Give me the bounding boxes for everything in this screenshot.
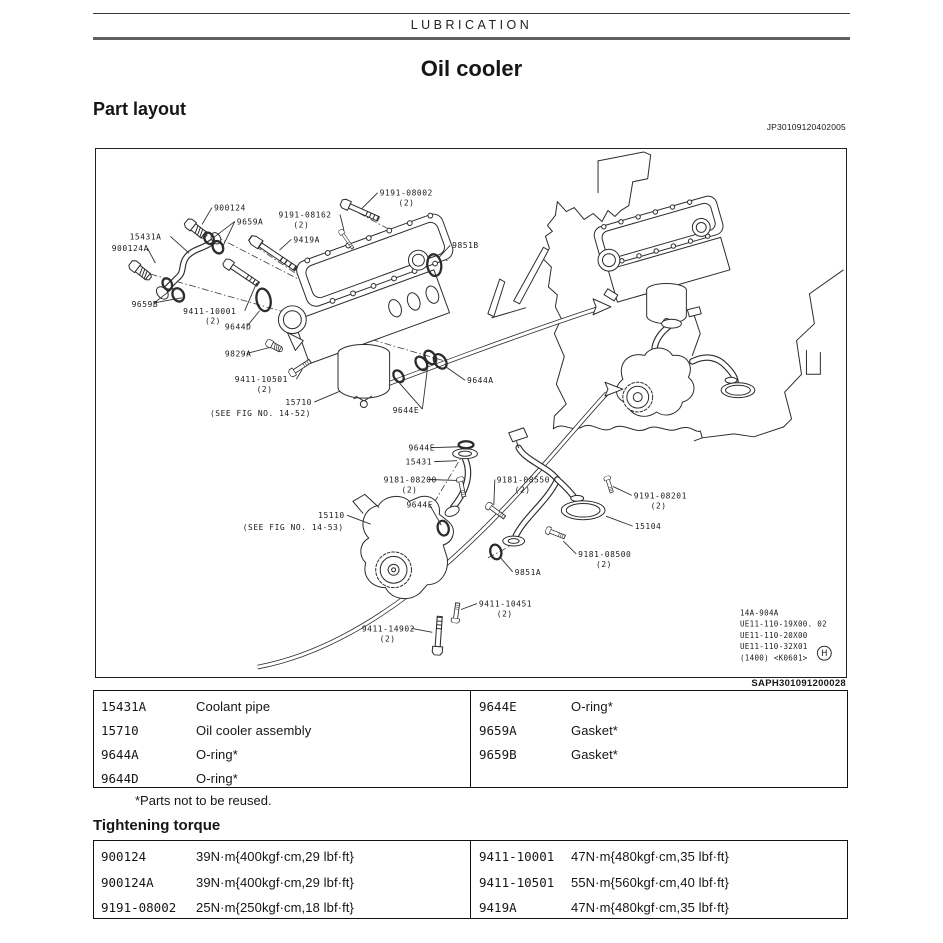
part-number: 9659B	[479, 746, 517, 762]
ref-line: UE11-110-32X01	[739, 642, 808, 652]
part-label: 9181-08550	[496, 475, 550, 485]
leader-line	[314, 391, 340, 402]
parts-row	[94, 694, 470, 718]
part-number: 9644A	[101, 746, 139, 762]
part-label-qty: (2)	[379, 634, 396, 644]
part-label: 9191-08162	[278, 210, 332, 220]
dipstick-sliver	[488, 279, 505, 317]
part-number: 900124	[101, 849, 147, 865]
part-label: 9411-10001	[183, 306, 237, 316]
header-rule-heavy	[93, 37, 850, 40]
leader-line	[202, 208, 212, 225]
part-label: 900124A	[111, 244, 149, 254]
part-label: 9644E	[406, 500, 434, 510]
part-value: O-ring*	[196, 771, 238, 787]
part-layout-figure	[95, 148, 847, 678]
part-number: 9419A	[479, 900, 517, 916]
part-label-qty: (2)	[256, 385, 273, 395]
part-label: 9644A	[467, 376, 494, 386]
leader-line	[613, 486, 632, 495]
part-value: 39N·m{400kgf·cm,29 lbf·ft}	[196, 849, 354, 865]
leader-line	[434, 461, 457, 462]
assembled-oil-pump	[616, 307, 754, 417]
part-value: 47N·m{480kgf·cm,35 lbf·ft}	[571, 849, 729, 865]
reuse-footnote: *Parts not to be reused.	[135, 793, 272, 808]
arrow-icon	[593, 299, 611, 315]
part-number: 9644D	[101, 771, 139, 787]
part-label: 9191-08201	[633, 491, 687, 501]
part-label-qty: (2)	[650, 501, 667, 511]
ref-line: (1400) <K0601>	[739, 653, 808, 663]
plug-900124A	[127, 259, 153, 282]
part-value: Oil cooler assembly	[196, 722, 312, 738]
part-label: 9419A	[293, 235, 320, 245]
ref-line: 14A-904A	[739, 608, 779, 618]
part-label: 900124	[213, 203, 246, 213]
ref-line: UE11-110-20X00	[739, 630, 808, 640]
leader-line	[245, 283, 257, 311]
revision-badge: H	[821, 648, 828, 659]
running-head: LUBRICATION	[410, 18, 533, 32]
oil-pump-body-15110	[361, 496, 454, 598]
part-label: 15104	[634, 522, 662, 532]
header-rule-thin	[93, 13, 850, 14]
exploded-oil-pump	[353, 428, 615, 655]
part-label: 9181-08200	[383, 475, 437, 485]
parts-row	[94, 767, 470, 791]
part-label: 9644E	[392, 406, 420, 415]
part-label: (SEE FIG NO. 14-52)	[209, 408, 311, 418]
part-value: Gasket*	[571, 722, 618, 738]
parts-table-right	[471, 691, 847, 787]
part-label: 9411-14902	[361, 624, 415, 634]
bolt-9181-08500	[545, 526, 567, 541]
part-number: 9411-10501	[479, 874, 555, 890]
parts-row	[94, 718, 470, 742]
torque-table-left	[94, 841, 471, 918]
part-value: Gasket*	[571, 746, 618, 762]
part-number: 900124A	[101, 874, 154, 890]
part-number: 15710	[101, 722, 139, 738]
part-label-qty: (2)	[398, 198, 415, 208]
part-label: 15710	[285, 398, 312, 408]
oring-9644D	[254, 287, 272, 312]
parts-row	[471, 742, 847, 766]
page-title: Oil cooler	[420, 56, 523, 81]
part-number: 9191-08002	[101, 900, 177, 916]
part-label-qty: (2)	[496, 609, 513, 619]
bracket-sliver	[514, 247, 549, 304]
part-label: 15110	[318, 511, 345, 521]
torque-table-right	[471, 841, 847, 918]
part-label: 9851B	[452, 241, 479, 251]
assembled-oil-cooler	[592, 193, 730, 325]
bolt-9411-14902	[432, 616, 445, 655]
torque-table	[93, 840, 848, 919]
part-label-qty: (2)	[205, 316, 221, 326]
part-label-qty: (2)	[596, 559, 613, 569]
leader-line	[362, 193, 378, 209]
leader-line	[279, 239, 291, 250]
part-label: 9851A	[514, 567, 542, 577]
bolt-9191-08201	[603, 475, 615, 493]
leader-line	[422, 369, 427, 409]
leader-line	[606, 516, 633, 526]
part-label: 9644E	[408, 443, 436, 453]
part-number: 9659A	[479, 722, 517, 738]
leader-line	[563, 541, 576, 554]
bolt-9411-10501	[288, 358, 313, 378]
parts-table	[93, 690, 848, 788]
part-label-qty: (2)	[401, 485, 418, 495]
plug-9829A	[265, 339, 284, 354]
part-label: 9411-10501	[234, 375, 288, 385]
part-value: 47N·m{480kgf·cm,35 lbf·ft}	[571, 900, 729, 916]
part-number: 9411-10001	[479, 849, 555, 865]
part-number: 9644E	[479, 698, 517, 714]
part-value: O-ring*	[571, 698, 613, 714]
leader-line	[340, 215, 344, 231]
part-label: 9659A	[236, 217, 264, 227]
part-label: 9181-08500	[578, 549, 632, 559]
part-value: 25N·m{250kgf·cm,18 lbf·ft}	[196, 900, 354, 916]
bolt-9411-10451	[451, 602, 462, 623]
leader-line	[431, 447, 460, 448]
leader-line	[494, 479, 495, 505]
part-value: O-ring*	[196, 746, 238, 762]
leader-line	[461, 604, 477, 610]
part-label: 15431	[405, 457, 433, 467]
part-label-qty: (2)	[293, 220, 310, 230]
torque-row	[94, 844, 470, 870]
revision-block	[740, 608, 827, 662]
ref-line: UE11-110-19X00. 02	[739, 619, 827, 629]
bolt-9191-08002	[339, 198, 380, 223]
torque-row	[94, 870, 470, 896]
part-label: 9411-10451	[478, 599, 533, 609]
part-label-qty: (2)	[514, 485, 531, 495]
part-label: 15431A	[129, 232, 162, 242]
part-number: 15431A	[101, 698, 147, 714]
exploded-diagram	[96, 149, 846, 677]
torque-row	[471, 870, 847, 896]
part-label: 9829A	[224, 349, 252, 359]
part-label: 9659B	[131, 299, 159, 309]
part-value: 55N·m{560kgf·cm,40 lbf·ft}	[571, 874, 729, 890]
pump-gear	[376, 552, 412, 588]
doc-code: JP30109120402005	[766, 122, 846, 132]
leader-line	[170, 236, 189, 253]
bolt-9411-10001	[222, 258, 261, 289]
part-label: 9191-08002	[379, 188, 433, 198]
leader-line	[222, 221, 235, 248]
parts-row	[471, 694, 847, 718]
leader-line	[445, 366, 465, 380]
torque-row	[94, 895, 470, 921]
leader-line	[214, 221, 235, 237]
torque-row	[471, 844, 847, 870]
figure-code: SAPH301091200028	[751, 678, 846, 689]
torque-row	[471, 895, 847, 921]
parts-row	[471, 718, 847, 742]
part-label: 9644D	[224, 322, 252, 332]
parts-row	[94, 742, 470, 766]
oring-9644E	[459, 441, 474, 448]
part-value: 39N·m{400kgf·cm,29 lbf·ft}	[196, 874, 354, 890]
parts-table-left	[94, 691, 471, 787]
part-value: Coolant pipe	[196, 698, 271, 714]
section-heading: Part layout	[93, 99, 187, 119]
leader-line	[500, 557, 513, 572]
torque-heading: Tightening torque	[93, 817, 221, 834]
part-label: (SEE FIG NO. 14-53)	[242, 523, 344, 533]
